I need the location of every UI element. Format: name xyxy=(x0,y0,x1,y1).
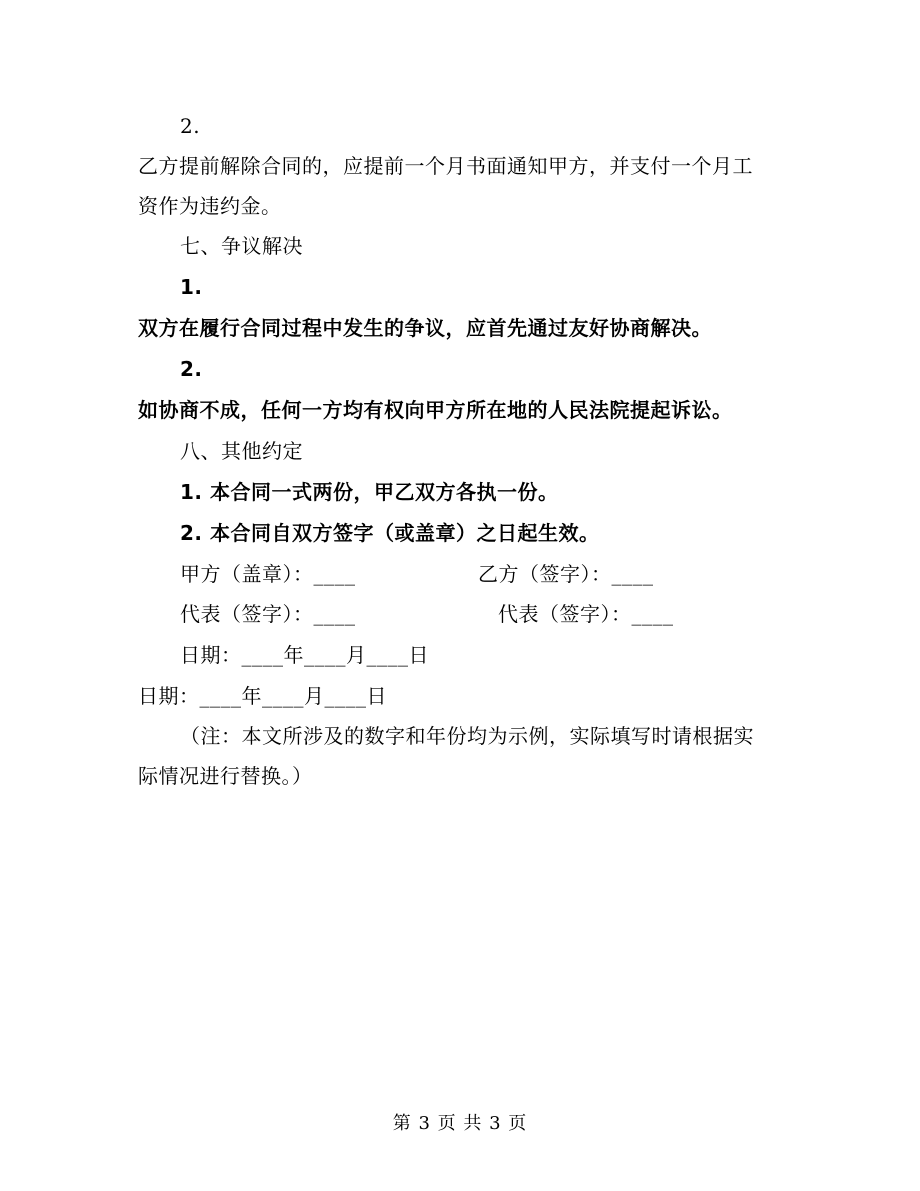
page-number: 第 3 页 共 3 页 xyxy=(392,1113,528,1134)
note-line: 际情况进行替换。） xyxy=(138,764,313,788)
item-number: 1. xyxy=(180,275,203,299)
signature-date-a: 日期：____年____月____日 xyxy=(180,643,429,667)
signature-party-a: 甲方（盖章）：____ xyxy=(180,562,356,586)
section-heading: 八、其他约定 xyxy=(180,439,303,463)
paragraph-line: 2. 本合同自双方签字（或盖章）之日起生效。 xyxy=(180,521,600,545)
signature-party-b: 乙方（签字）：____ xyxy=(478,562,654,586)
item-number: 2. xyxy=(180,357,203,381)
section-heading: 七、争议解决 xyxy=(180,234,303,258)
item-number: 2. xyxy=(180,114,201,138)
signature-rep-b: 代表（签字）：____ xyxy=(498,602,674,626)
signature-rep-a: 代表（签字）：____ xyxy=(180,602,356,626)
paragraph-line: 1. 本合同一式两份，甲乙双方各执一份。 xyxy=(180,480,559,504)
signature-date-b: 日期：____年____月____日 xyxy=(138,684,387,708)
paragraph-line: 如协商不成，任何一方均有权向甲方所在地的人民法院提起诉讼。 xyxy=(138,398,733,422)
note-line: （注：本文所涉及的数字和年份均为示例，实际填写时请根据实 xyxy=(180,724,754,748)
paragraph-line: 乙方提前解除合同的，应提前一个月书面通知甲方，并支付一个月工 xyxy=(138,154,753,178)
paragraph-line: 资作为违约金。 xyxy=(138,194,282,218)
paragraph-line: 双方在履行合同过程中发生的争议，应首先通过友好协商解决。 xyxy=(138,316,712,340)
